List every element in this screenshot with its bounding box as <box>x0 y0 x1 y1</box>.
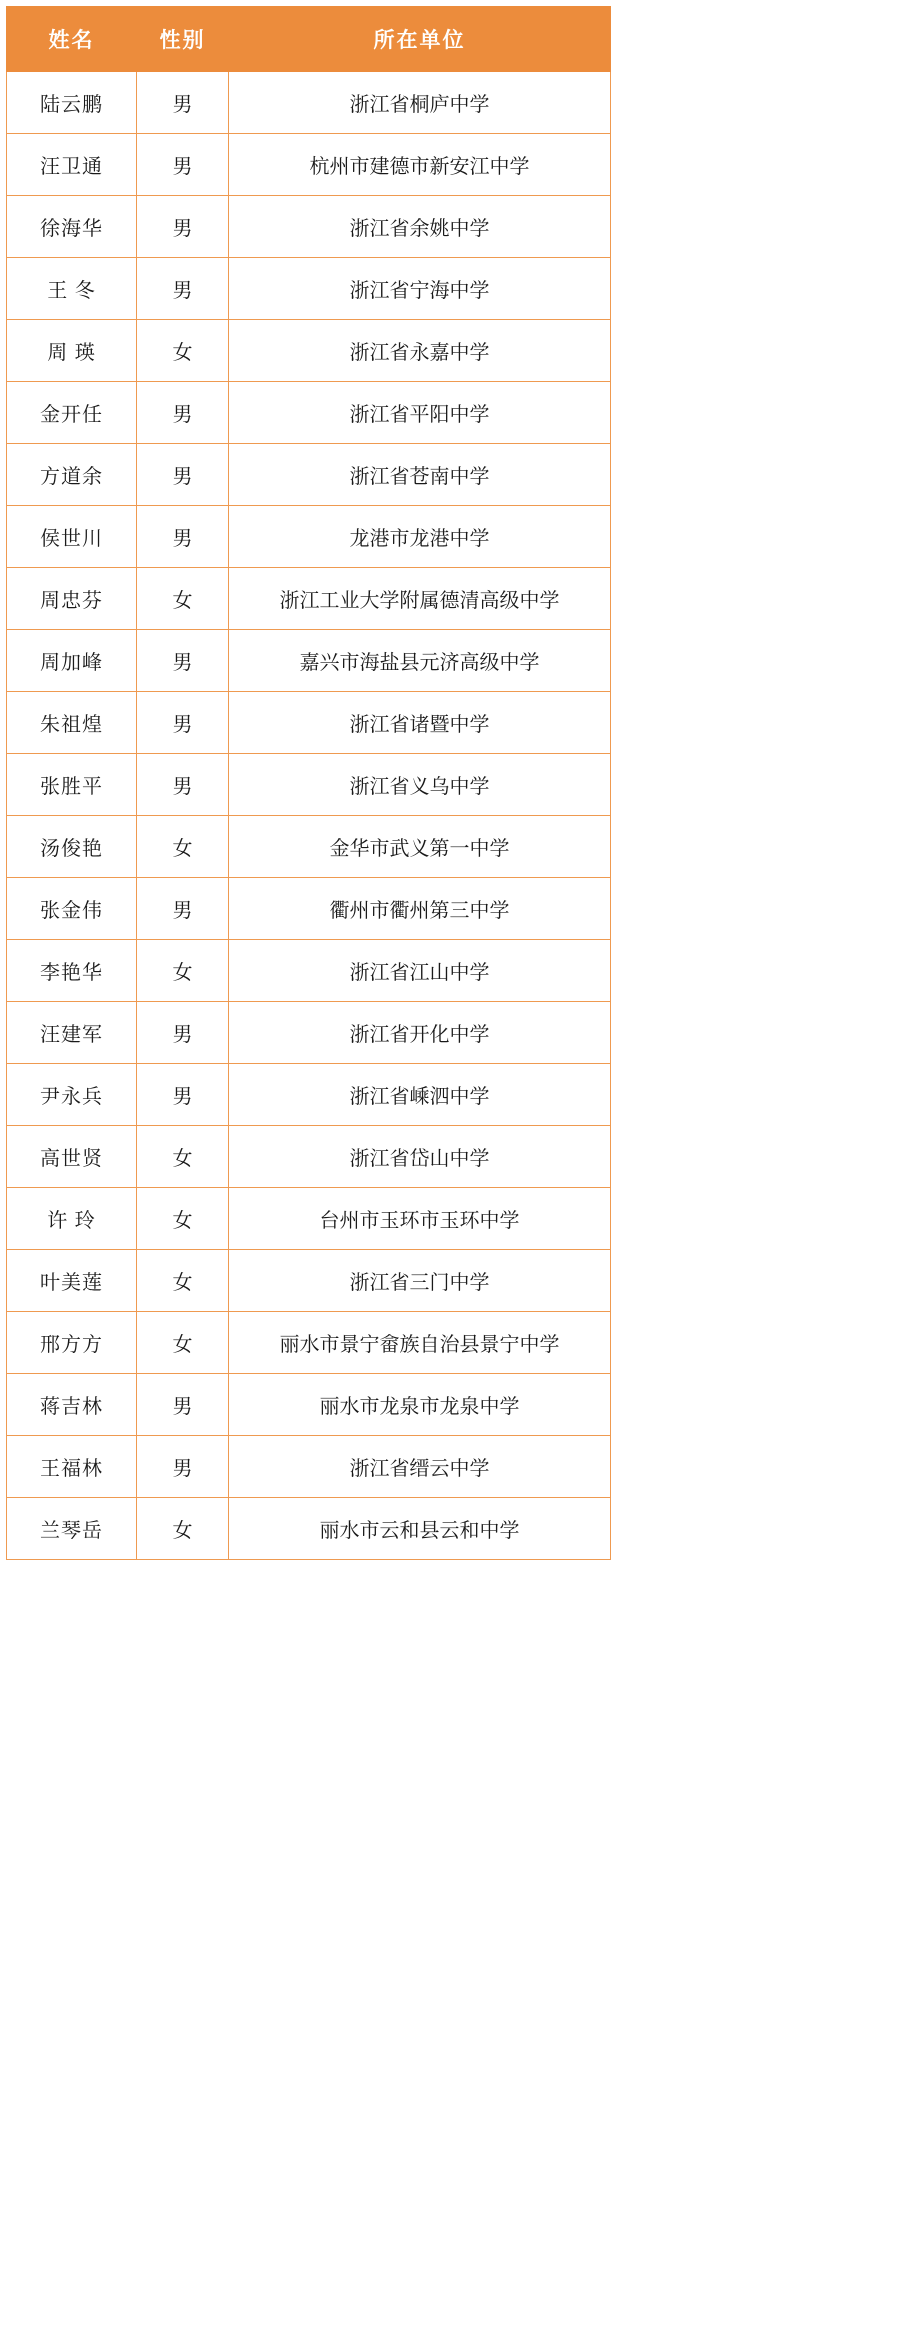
cell-sex: 女 <box>137 940 229 1002</box>
cell-name: 汪卫通 <box>7 134 137 196</box>
cell-name: 汪建军 <box>7 1002 137 1064</box>
cell-sex: 女 <box>137 1126 229 1188</box>
cell-name: 周加峰 <box>7 630 137 692</box>
cell-name: 陆云鹏 <box>7 72 137 134</box>
cell-unit: 浙江省江山中学 <box>229 940 611 1002</box>
cell-sex: 女 <box>137 320 229 382</box>
table-row <box>7 630 611 692</box>
cell-sex: 男 <box>137 1002 229 1064</box>
table-row <box>7 506 611 568</box>
table-row <box>7 382 611 444</box>
cell-name: 汤俊艳 <box>7 816 137 878</box>
table-row <box>7 444 611 506</box>
cell-unit: 浙江省永嘉中学 <box>229 320 611 382</box>
cell-sex: 男 <box>137 1374 229 1436</box>
cell-sex: 男 <box>137 1064 229 1126</box>
cell-sex: 男 <box>137 878 229 940</box>
cell-unit: 浙江省岱山中学 <box>229 1126 611 1188</box>
cell-name: 侯世川 <box>7 506 137 568</box>
table-row <box>7 1188 611 1250</box>
cell-name: 许 玲 <box>7 1188 137 1250</box>
roster-table <box>6 6 611 1560</box>
cell-unit: 丽水市龙泉市龙泉中学 <box>229 1374 611 1436</box>
cell-sex: 女 <box>137 816 229 878</box>
table-row <box>7 568 611 630</box>
table-row <box>7 1436 611 1498</box>
cell-name: 张金伟 <box>7 878 137 940</box>
table-body <box>7 72 611 1560</box>
cell-name: 蒋吉林 <box>7 1374 137 1436</box>
table-header <box>7 7 611 72</box>
cell-unit: 浙江省义乌中学 <box>229 754 611 816</box>
table-row <box>7 1126 611 1188</box>
cell-name: 金开任 <box>7 382 137 444</box>
table-header-row <box>7 7 611 72</box>
table-row <box>7 196 611 258</box>
table-row <box>7 1064 611 1126</box>
cell-unit: 浙江省苍南中学 <box>229 444 611 506</box>
cell-unit: 嘉兴市海盐县元济高级中学 <box>229 630 611 692</box>
cell-name: 徐海华 <box>7 196 137 258</box>
table-row <box>7 72 611 134</box>
table-row <box>7 754 611 816</box>
cell-sex: 男 <box>137 196 229 258</box>
cell-name: 邢方方 <box>7 1312 137 1374</box>
cell-name: 尹永兵 <box>7 1064 137 1126</box>
cell-sex: 女 <box>137 1312 229 1374</box>
cell-unit: 浙江省余姚中学 <box>229 196 611 258</box>
cell-unit: 浙江省平阳中学 <box>229 382 611 444</box>
cell-sex: 男 <box>137 506 229 568</box>
table-row <box>7 320 611 382</box>
cell-name: 兰琴岳 <box>7 1498 137 1560</box>
column-header-sex: 性别 <box>137 7 229 72</box>
cell-sex: 男 <box>137 630 229 692</box>
cell-unit: 丽水市云和县云和中学 <box>229 1498 611 1560</box>
cell-name: 周 瑛 <box>7 320 137 382</box>
cell-sex: 男 <box>137 692 229 754</box>
cell-unit: 丽水市景宁畲族自治县景宁中学 <box>229 1312 611 1374</box>
cell-unit: 杭州市建德市新安江中学 <box>229 134 611 196</box>
table-row <box>7 1002 611 1064</box>
cell-sex: 女 <box>137 1250 229 1312</box>
cell-name: 王 冬 <box>7 258 137 320</box>
table-row <box>7 940 611 1002</box>
table-row <box>7 134 611 196</box>
cell-unit: 台州市玉环市玉环中学 <box>229 1188 611 1250</box>
table-row <box>7 1374 611 1436</box>
cell-sex: 女 <box>137 1498 229 1560</box>
table-row <box>7 1250 611 1312</box>
cell-unit: 浙江省桐庐中学 <box>229 72 611 134</box>
table-row <box>7 816 611 878</box>
cell-sex: 男 <box>137 382 229 444</box>
table-row <box>7 878 611 940</box>
table-row <box>7 1312 611 1374</box>
cell-name: 朱祖煌 <box>7 692 137 754</box>
cell-name: 张胜平 <box>7 754 137 816</box>
cell-sex: 男 <box>137 1436 229 1498</box>
cell-sex: 男 <box>137 754 229 816</box>
cell-unit: 龙港市龙港中学 <box>229 506 611 568</box>
cell-sex: 男 <box>137 444 229 506</box>
cell-unit: 浙江省嵊泗中学 <box>229 1064 611 1126</box>
cell-name: 叶美莲 <box>7 1250 137 1312</box>
cell-unit: 浙江省三门中学 <box>229 1250 611 1312</box>
table-row <box>7 692 611 754</box>
column-header-unit: 所在单位 <box>229 7 611 72</box>
table-row <box>7 258 611 320</box>
cell-sex: 女 <box>137 1188 229 1250</box>
cell-name: 李艳华 <box>7 940 137 1002</box>
cell-sex: 男 <box>137 134 229 196</box>
cell-sex: 女 <box>137 568 229 630</box>
cell-name: 高世贤 <box>7 1126 137 1188</box>
cell-sex: 男 <box>137 258 229 320</box>
cell-name: 王福林 <box>7 1436 137 1498</box>
column-header-name: 姓名 <box>7 7 137 72</box>
table-row <box>7 1498 611 1560</box>
cell-unit: 浙江省缙云中学 <box>229 1436 611 1498</box>
cell-unit: 衢州市衢州第三中学 <box>229 878 611 940</box>
cell-sex: 男 <box>137 72 229 134</box>
cell-unit: 金华市武义第一中学 <box>229 816 611 878</box>
cell-name: 周忠芬 <box>7 568 137 630</box>
cell-unit: 浙江工业大学附属德清高级中学 <box>229 568 611 630</box>
cell-unit: 浙江省诸暨中学 <box>229 692 611 754</box>
cell-unit: 浙江省宁海中学 <box>229 258 611 320</box>
cell-unit: 浙江省开化中学 <box>229 1002 611 1064</box>
cell-name: 方道余 <box>7 444 137 506</box>
